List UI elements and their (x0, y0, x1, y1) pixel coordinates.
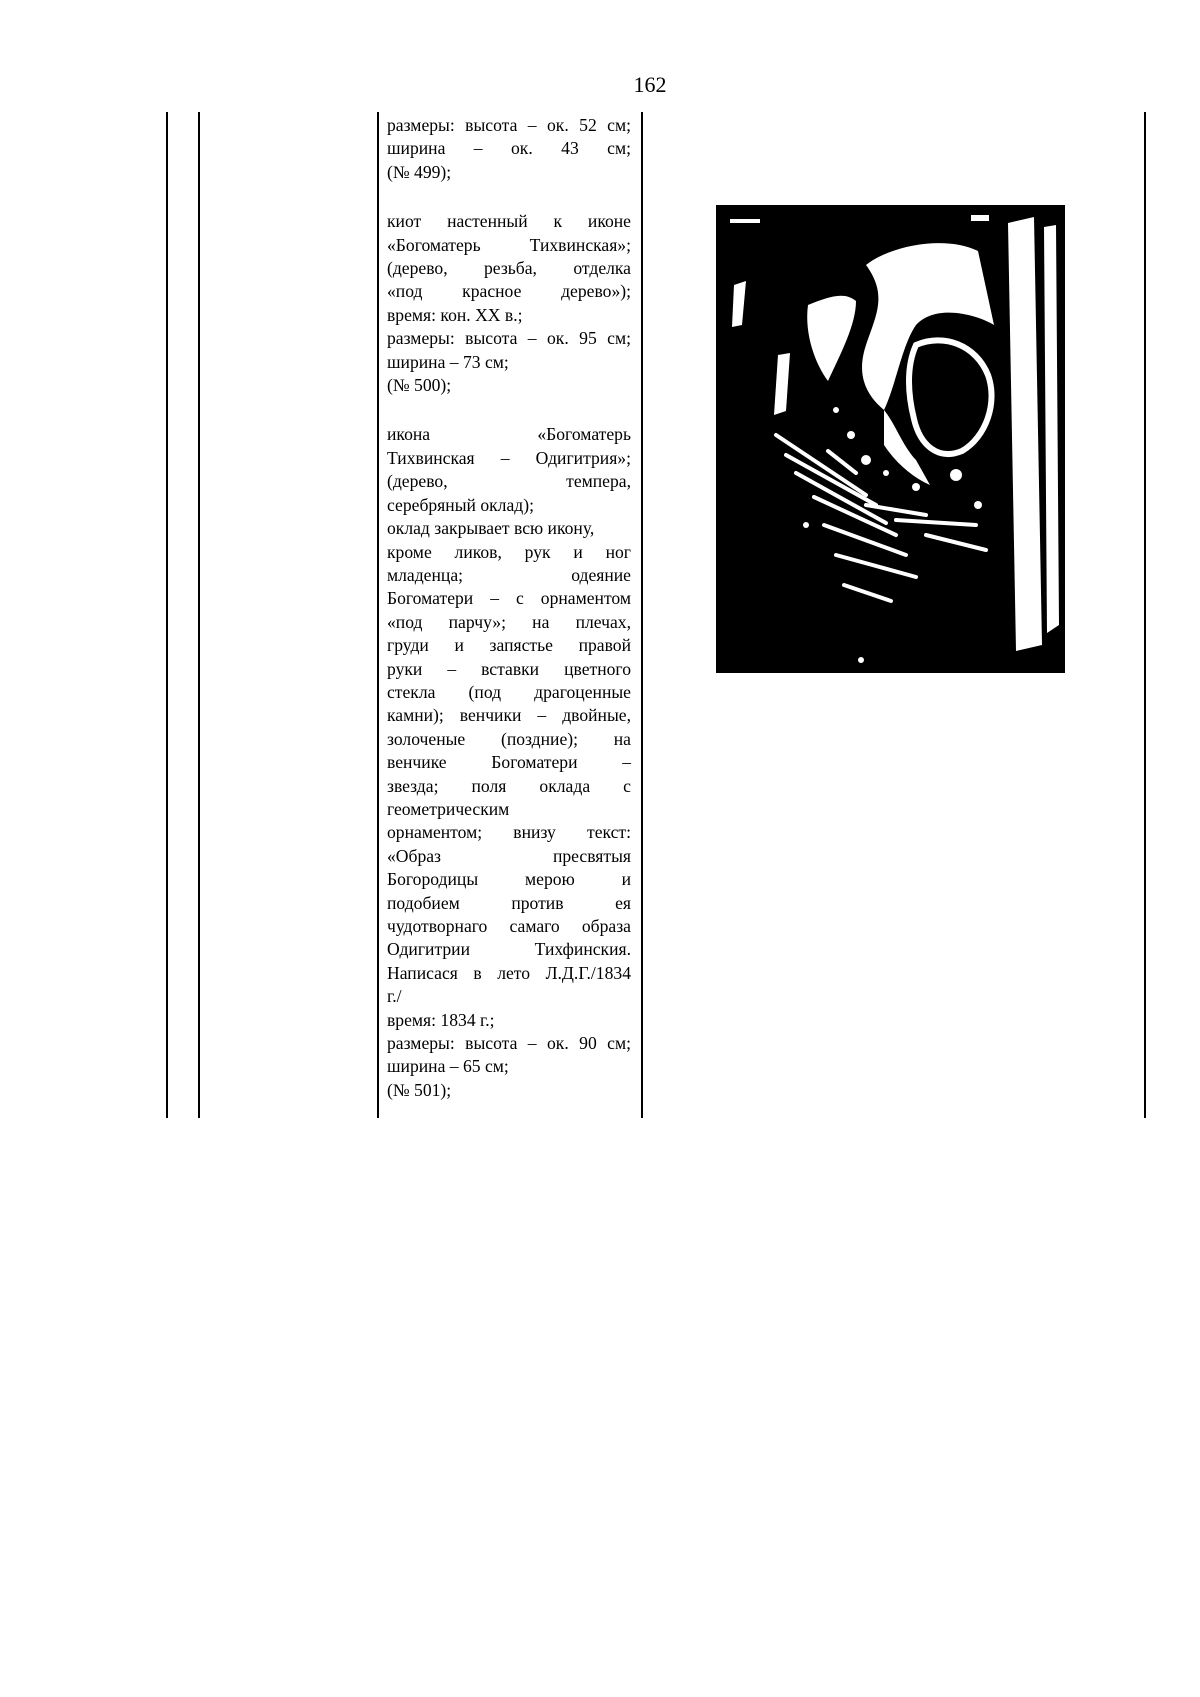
entry-line: время: 1834 г.; (387, 1009, 495, 1030)
entry-line: Тихвинская – Одигитрия»; (387, 447, 631, 468)
entry-line: «под парчу»; на плечах, (387, 611, 631, 632)
catalog-entry (387, 423, 631, 1102)
table-rule-1 (166, 112, 168, 1118)
entry-line: ширина – 65 см; (387, 1056, 509, 1077)
table-rule-3 (377, 112, 379, 1118)
entry-line: чудотворнаго самаго образа (387, 916, 631, 936)
entry-line: (№ 500); (387, 375, 452, 396)
entry-line: киот настенный к иконе (387, 211, 631, 232)
entry-line: серебряный оклад); (387, 494, 534, 515)
table-rule-5 (1144, 112, 1146, 1118)
entry-line: золоченые (поздние); на (387, 728, 631, 749)
entry-line: оклад закрывает всю икону, (387, 518, 595, 539)
entry-line: ширина – 73 см; (387, 351, 509, 372)
icon-photo (716, 205, 1065, 673)
entry-line: груди и запястье правой (387, 635, 631, 656)
catalog-entry (387, 114, 631, 184)
catalog-entry (387, 210, 631, 397)
page-number: 162 (633, 72, 667, 97)
entry-line: стекла (под драгоценные (387, 681, 631, 702)
entry-line: подобием против ея (387, 892, 631, 913)
entry-line: камни); венчики – двойные, (387, 705, 631, 726)
entry-line: икона «Богоматерь (387, 424, 631, 445)
entry-line: (№ 499); (387, 161, 452, 182)
entry-line: г./ (387, 986, 402, 1007)
entry-line: Написася в лето Л.Д.Г./1834 (387, 962, 631, 983)
table-rule-2 (198, 112, 200, 1118)
entry-line: геометрическим (387, 798, 510, 819)
description-column (387, 114, 631, 1128)
entry-line: (дерево, резьба, отделка (387, 258, 631, 279)
entry-line: Одигитрии Тихфинския. (387, 939, 631, 960)
entry-line: время: кон. XX в.; (387, 304, 523, 325)
entry-line: Богоматери – с орнаментом (387, 588, 631, 609)
entry-line: размеры: высота – ок. 52 см; (387, 115, 631, 135)
entry-line: размеры: высота – ок. 95 см; (387, 328, 631, 349)
entry-line: венчике Богоматери – (387, 752, 631, 773)
entry-line: (№ 501); (387, 1079, 452, 1100)
entry-line: размеры: высота – ок. 90 см; (387, 1033, 631, 1054)
entry-line: младенца; одеяние (387, 564, 631, 585)
entry-line: орнаментом; внизу текст: (387, 822, 631, 843)
entry-line: «Богоматерь Тихвинская»; (387, 234, 631, 255)
entry-line: Богородицы мерою и (387, 869, 631, 890)
entry-line: «под красное дерево»); (387, 281, 631, 302)
entry-line: «Образ пресвятыя (387, 845, 631, 866)
entry-line: звезда; поля оклада с (387, 775, 631, 796)
entry-line: кроме ликов, рук и ног (387, 541, 631, 562)
entry-line: (дерево, темпера, (387, 471, 631, 492)
entry-line: ширина – ок. 43 см; (387, 138, 631, 159)
entry-line: руки – вставки цветного (387, 658, 631, 679)
table-rule-4 (641, 112, 643, 1118)
